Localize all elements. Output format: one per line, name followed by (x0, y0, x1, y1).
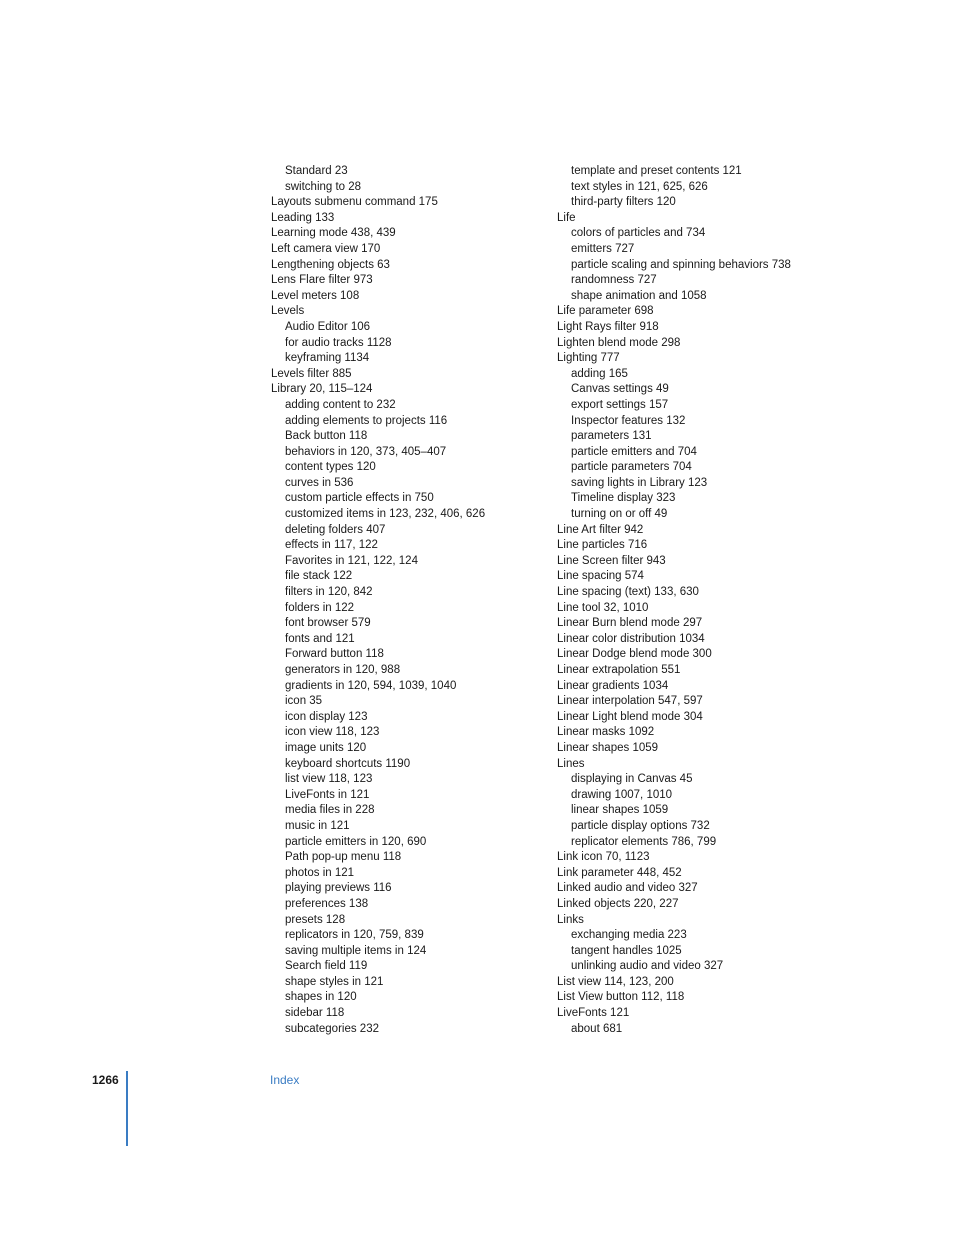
index-entry: Leading 133 (271, 211, 335, 224)
index-subentry: Inspector features 132 (571, 414, 686, 427)
index-subentry: replicators in 120, 759, 839 (285, 929, 424, 942)
index-subentry: colors of particles and 734 (571, 227, 706, 240)
index-entry: Layouts submenu command 175 (271, 196, 438, 209)
index-entry: Life (557, 211, 576, 224)
index-subentry: tangent handles 1025 (571, 944, 682, 957)
index-subentry: Timeline display 323 (571, 492, 676, 505)
index-subentry: preferences 138 (285, 897, 369, 910)
index-entry: Line Art filter 942 (557, 523, 644, 536)
index-subentry: generators in 120, 988 (285, 664, 401, 676)
index-subentry: Canvas settings 49 (571, 383, 669, 396)
index-entry: Lighten blend mode 298 (557, 336, 681, 349)
index-subentry: about 681 (571, 1022, 623, 1035)
index-subentry: Audio Editor 106 (285, 320, 371, 333)
index-entry: Lines (557, 757, 585, 770)
index-subentry: deleting folders 407 (285, 523, 386, 536)
index-subentry: Search field 119 (285, 960, 368, 973)
index-subentry: randomness 727 (571, 274, 657, 287)
index-entry: Linear Burn blend mode 297 (557, 617, 703, 630)
index-subentry: presets 128 (285, 913, 346, 926)
index-subentry: icon view 118, 123 (285, 726, 380, 739)
index-subentry: icon 35 (285, 695, 323, 708)
index-subentry: third-party filters 120 (571, 196, 676, 209)
index-entry: Line tool 32, 1010 (557, 601, 649, 614)
index-subentry: gradients in 120, 594, 1039, 1040 (285, 679, 457, 692)
index-entry: Levels filter 885 (271, 367, 352, 380)
index-entry: Line spacing 574 (557, 570, 644, 583)
index-subentry: adding 165 (571, 367, 628, 380)
index-subentry: switching to 28 (285, 180, 362, 193)
index-entry: Linear Light blend mode 304 (557, 710, 703, 723)
index-entry: Line spacing (text) 133, 630 (557, 586, 699, 599)
index-subentry: keyboard shortcuts 1190 (285, 757, 411, 770)
index-entry: Learning mode 438, 439 (271, 227, 396, 240)
index-subentry: unlinking audio and video 327 (571, 960, 724, 973)
index-entry: List view 114, 123, 200 (557, 975, 674, 988)
index-subentry: emitters 727 (571, 242, 635, 255)
index-entry: Light Rays filter 918 (557, 320, 659, 333)
index-subentry: particle emitters and 704 (571, 445, 697, 458)
index-entry: Lengthening objects 63 (271, 258, 390, 271)
index-subentry: music in 121 (285, 819, 350, 832)
index-subentry: customized items in 123, 232, 406, 626 (285, 508, 486, 521)
index-entry: Linear gradients 1034 (557, 679, 669, 692)
index-subentry: icon display 123 (285, 710, 368, 723)
section-title: Index (270, 1073, 300, 1087)
index-entry: Linear extrapolation 551 (557, 664, 681, 676)
index-subentry: font browser 579 (285, 617, 371, 630)
index-subentry: Standard 23 (285, 165, 348, 177)
index-entry: LiveFonts 121 (557, 1007, 630, 1020)
footer-divider (126, 1071, 128, 1146)
index-subentry: Path pop-up menu 118 (285, 851, 402, 864)
index-column-right (557, 164, 857, 1037)
index-subentry: behaviors in 120, 373, 405–407 (285, 445, 447, 458)
index-entry: Left camera view 170 (271, 242, 381, 255)
index-subentry: parameters 131 (571, 430, 652, 443)
index-subentry: shapes in 120 (285, 991, 357, 1004)
index-subentry: displaying in Canvas 45 (571, 773, 693, 786)
index-subentry: saving lights in Library 123 (571, 476, 708, 489)
index-entry: Link icon 70, 1123 (557, 851, 650, 864)
index-subentry: for audio tracks 1128 (285, 336, 392, 349)
index-entry: Line particles 716 (557, 539, 648, 552)
index-entry: Library 20, 115–124 (271, 383, 373, 396)
index-subentry: shape styles in 121 (285, 975, 384, 988)
index-subentry: Back button 118 (285, 430, 368, 443)
index-subentry: text styles in 121, 625, 626 (571, 180, 708, 193)
index-subentry: subcategories 232 (285, 1022, 379, 1035)
index-subentry: shape animation and 1058 (571, 289, 707, 302)
index-subentry: saving multiple items in 124 (285, 944, 427, 957)
index-subentry: filters in 120, 842 (285, 586, 373, 599)
index-subentry: Favorites in 121, 122, 124 (285, 554, 418, 567)
index-entry: Linear color distribution 1034 (557, 632, 705, 645)
index-entry: List View button 112, 118 (557, 991, 685, 1004)
index-subentry: Forward button 118 (285, 648, 384, 661)
index-subentry: folders in 122 (285, 601, 355, 614)
index-subentry: sidebar 118 (285, 1007, 345, 1020)
index-subentry: file stack 122 (285, 570, 353, 583)
index-entry: Lighting 777 (557, 352, 620, 365)
index-entry: Links (557, 913, 584, 926)
index-subentry: adding elements to projects 116 (285, 414, 448, 427)
index-subentry: replicator elements 786, 799 (571, 835, 717, 848)
index-entry: Levels (271, 305, 305, 318)
index-subentry: curves in 536 (285, 476, 354, 489)
index-entry: Level meters 108 (271, 289, 360, 302)
index-subentry: keyframing 1134 (285, 352, 370, 365)
index-subentry: export settings 157 (571, 398, 669, 411)
index-entry: Link parameter 448, 452 (557, 866, 682, 879)
index-subentry: turning on or off 49 (571, 508, 668, 521)
index-subentry: exchanging media 223 (571, 929, 687, 942)
index-subentry: effects in 117, 122 (285, 539, 378, 552)
page-number: 1266 (92, 1073, 119, 1087)
index-subentry: drawing 1007, 1010 (571, 788, 673, 801)
index-subentry: particle scaling and spinning behaviors 738 (571, 258, 791, 271)
index-subentry: particle emitters in 120, 690 (285, 835, 427, 848)
index-subentry: template and preset contents 121 (571, 165, 742, 177)
index-subentry: photos in 121 (285, 866, 355, 879)
index-subentry: playing previews 116 (285, 882, 392, 895)
index-subentry: adding content to 232 (285, 398, 396, 411)
index-entry: Life parameter 698 (557, 305, 654, 318)
index-entry: Linked objects 220, 227 (557, 897, 679, 910)
index-subentry: particle display options 732 (571, 819, 710, 832)
index-subentry: particle parameters 704 (571, 461, 692, 474)
index-subentry: fonts and 121 (285, 632, 355, 645)
index-subentry: image units 120 (285, 741, 367, 754)
index-entry: Linked audio and video 327 (557, 882, 698, 895)
index-entry: Linear masks 1092 (557, 726, 655, 739)
index-subentry: LiveFonts in 121 (285, 788, 370, 801)
index-entry: Lens Flare filter 973 (271, 274, 373, 287)
index-entry: Linear shapes 1059 (557, 741, 659, 754)
index-column-left (271, 164, 541, 1037)
index-subentry: linear shapes 1059 (571, 804, 669, 817)
index-entry: Linear Dodge blend mode 300 (557, 648, 712, 661)
index-subentry: custom particle effects in 750 (285, 492, 434, 505)
index-entry: Linear interpolation 547, 597 (557, 695, 703, 708)
index-subentry: list view 118, 123 (285, 773, 373, 786)
index-entry: Line Screen filter 943 (557, 554, 666, 567)
index-subentry: content types 120 (285, 461, 376, 474)
index-subentry: media files in 228 (285, 804, 375, 817)
